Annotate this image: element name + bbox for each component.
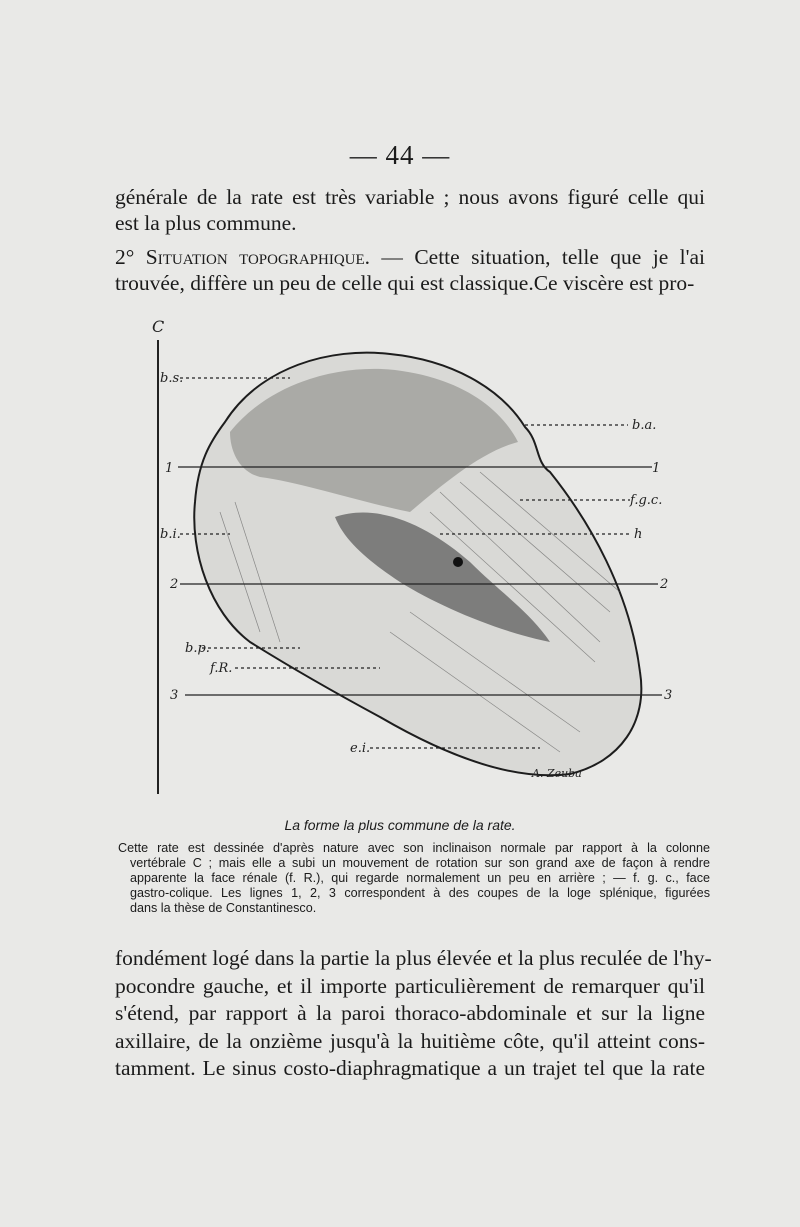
- label-2-right: 2: [660, 577, 669, 592]
- legend-line: Cette rate est dessinée d'après nature avec son inclinaison normale par rapport à la colonne: [118, 841, 710, 855]
- hilum-vessel: [453, 557, 463, 567]
- legend-line: dans la thèse de Constantinesco.: [130, 901, 317, 915]
- label-ba: b.a.: [632, 418, 657, 433]
- text-line: trouvée, diffère un peu de celle qui est classique.Ce viscère est pro-: [115, 271, 695, 295]
- text-line: fondément logé dans la partie la plus élevée et la plus reculée de l'hy-: [115, 946, 712, 970]
- label-fgc: f.g.c.: [630, 493, 663, 508]
- label-bi: b.i.: [160, 527, 181, 542]
- page-number: — 44 —: [349, 140, 451, 170]
- label-1-left: 1: [165, 461, 174, 476]
- text-line: générale de la rate est très variable ; nous avons figuré celle qui: [115, 185, 705, 209]
- text-line: 2° Situation topographique. — Cette situation, telle que je l'ai: [115, 245, 705, 269]
- paragraph-top: [115, 184, 705, 296]
- section-heading: Situation topographique.: [145, 245, 371, 269]
- label-2-left: 2: [170, 577, 179, 592]
- label-fR: f.R.: [210, 661, 233, 676]
- label-C: C: [152, 317, 165, 336]
- text-line: est la plus commune.: [115, 211, 297, 235]
- label-h: h: [634, 527, 643, 542]
- legend-line: vertébrale C ; mais elle a subi un mouvement de rotation sur son grand axe de façon à rendre: [130, 856, 710, 870]
- legend-line: apparente la face rénale (f. R.), qui regarde normalement un peu en arrière ; — f. g. c., face: [130, 871, 710, 885]
- text-line: s'étend, par rapport à la paroi thoraco-abdominale et sur la ligne: [115, 1001, 705, 1025]
- figure-legend: [118, 841, 710, 916]
- text-line: tamment. Le sinus costo-diaphragmatique a un trajet tel que la rate: [115, 1056, 705, 1080]
- spleen-figure: [140, 312, 700, 802]
- figure-caption: La forme la plus commune de la rate.: [284, 817, 516, 833]
- text-line: axillaire, de la onzième jusqu'à la huitième côte, qu'il atteint cons-: [115, 1028, 705, 1053]
- paragraph-bottom: [115, 945, 712, 1083]
- label-1-right: 1: [652, 461, 661, 476]
- label-bp: b.p.: [185, 641, 210, 656]
- legend-line: gastro-colique. Les lignes 1, 2, 3 correspondent à des coupes de la loge splénique, figurées: [130, 886, 710, 900]
- label-ei: e.i.: [350, 741, 371, 756]
- label-3-right: 3: [664, 688, 673, 703]
- artist-signature: A. Zeuba: [532, 767, 582, 780]
- label-3-left: 3: [170, 688, 179, 703]
- text-line: pocondre gauche, et il importe particulièrement de remarquer qu'il: [115, 973, 705, 998]
- label-bs: b.s.: [160, 371, 184, 386]
